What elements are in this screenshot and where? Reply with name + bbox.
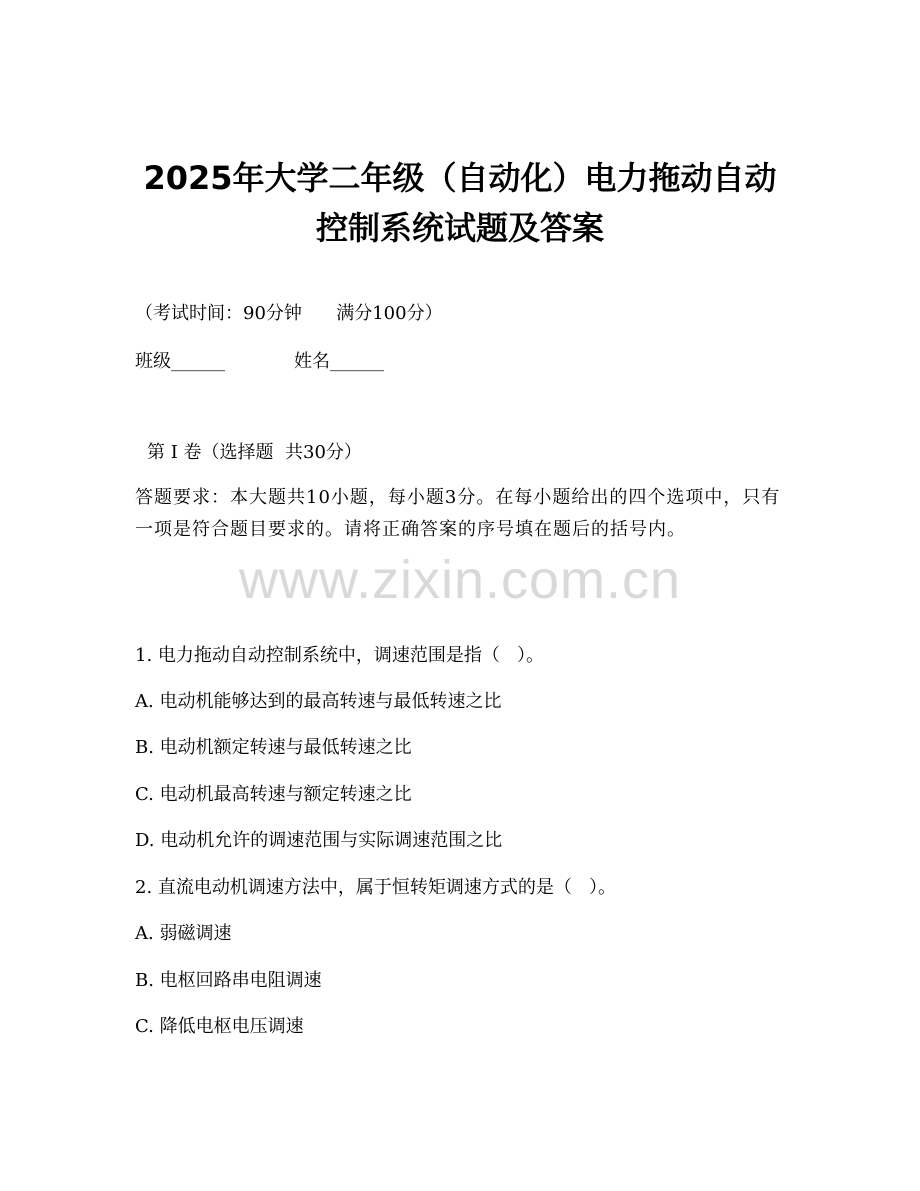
- section-heading: 第 I 卷（选择题 共30分）: [147, 442, 362, 463]
- question-2-option-c: C. 降低电枢电压调速: [135, 1016, 304, 1037]
- question-2-stem: 2. 直流电动机调速方法中，属于恒转矩调速方式的是（ ）。: [135, 877, 617, 898]
- question-1-option-b: B. 电动机额定转速与最低转速之比: [135, 737, 412, 758]
- instructions: 答题要求：本大题共10小题，每小题3分。在每小题给出的四个选项中，只有一项是符合题目要求的。请将正确答案的序号填在题后的括号内。: [135, 487, 781, 540]
- question-1-option-c: C. 电动机最高转速与额定转速之比: [135, 784, 412, 805]
- question-1-option-d: D. 电动机允许的调速范围与实际调速范围之比: [135, 830, 503, 851]
- exam-time-info: （考试时间：90分钟 满分100分）: [135, 303, 443, 324]
- watermark: www.zixin.com.cn: [238, 550, 682, 610]
- document-title-line-2: 控制系统试题及答案: [315, 209, 604, 247]
- name-field: 姓名______: [294, 351, 384, 372]
- question-1-option-a: A. 电动机能够达到的最高转速与最低转速之比: [135, 691, 502, 712]
- class-field: 班级______: [135, 351, 225, 372]
- document-title-line-1: 2025年大学二年级（自动化）电力拖动自动: [143, 159, 777, 197]
- question-2-option-b: B. 电枢回路串电阻调速: [135, 970, 322, 991]
- question-2-option-a: A. 弱磁调速: [135, 923, 232, 944]
- question-1-stem: 1. 电力拖动自动控制系统中，调速范围是指（ ）。: [135, 645, 545, 666]
